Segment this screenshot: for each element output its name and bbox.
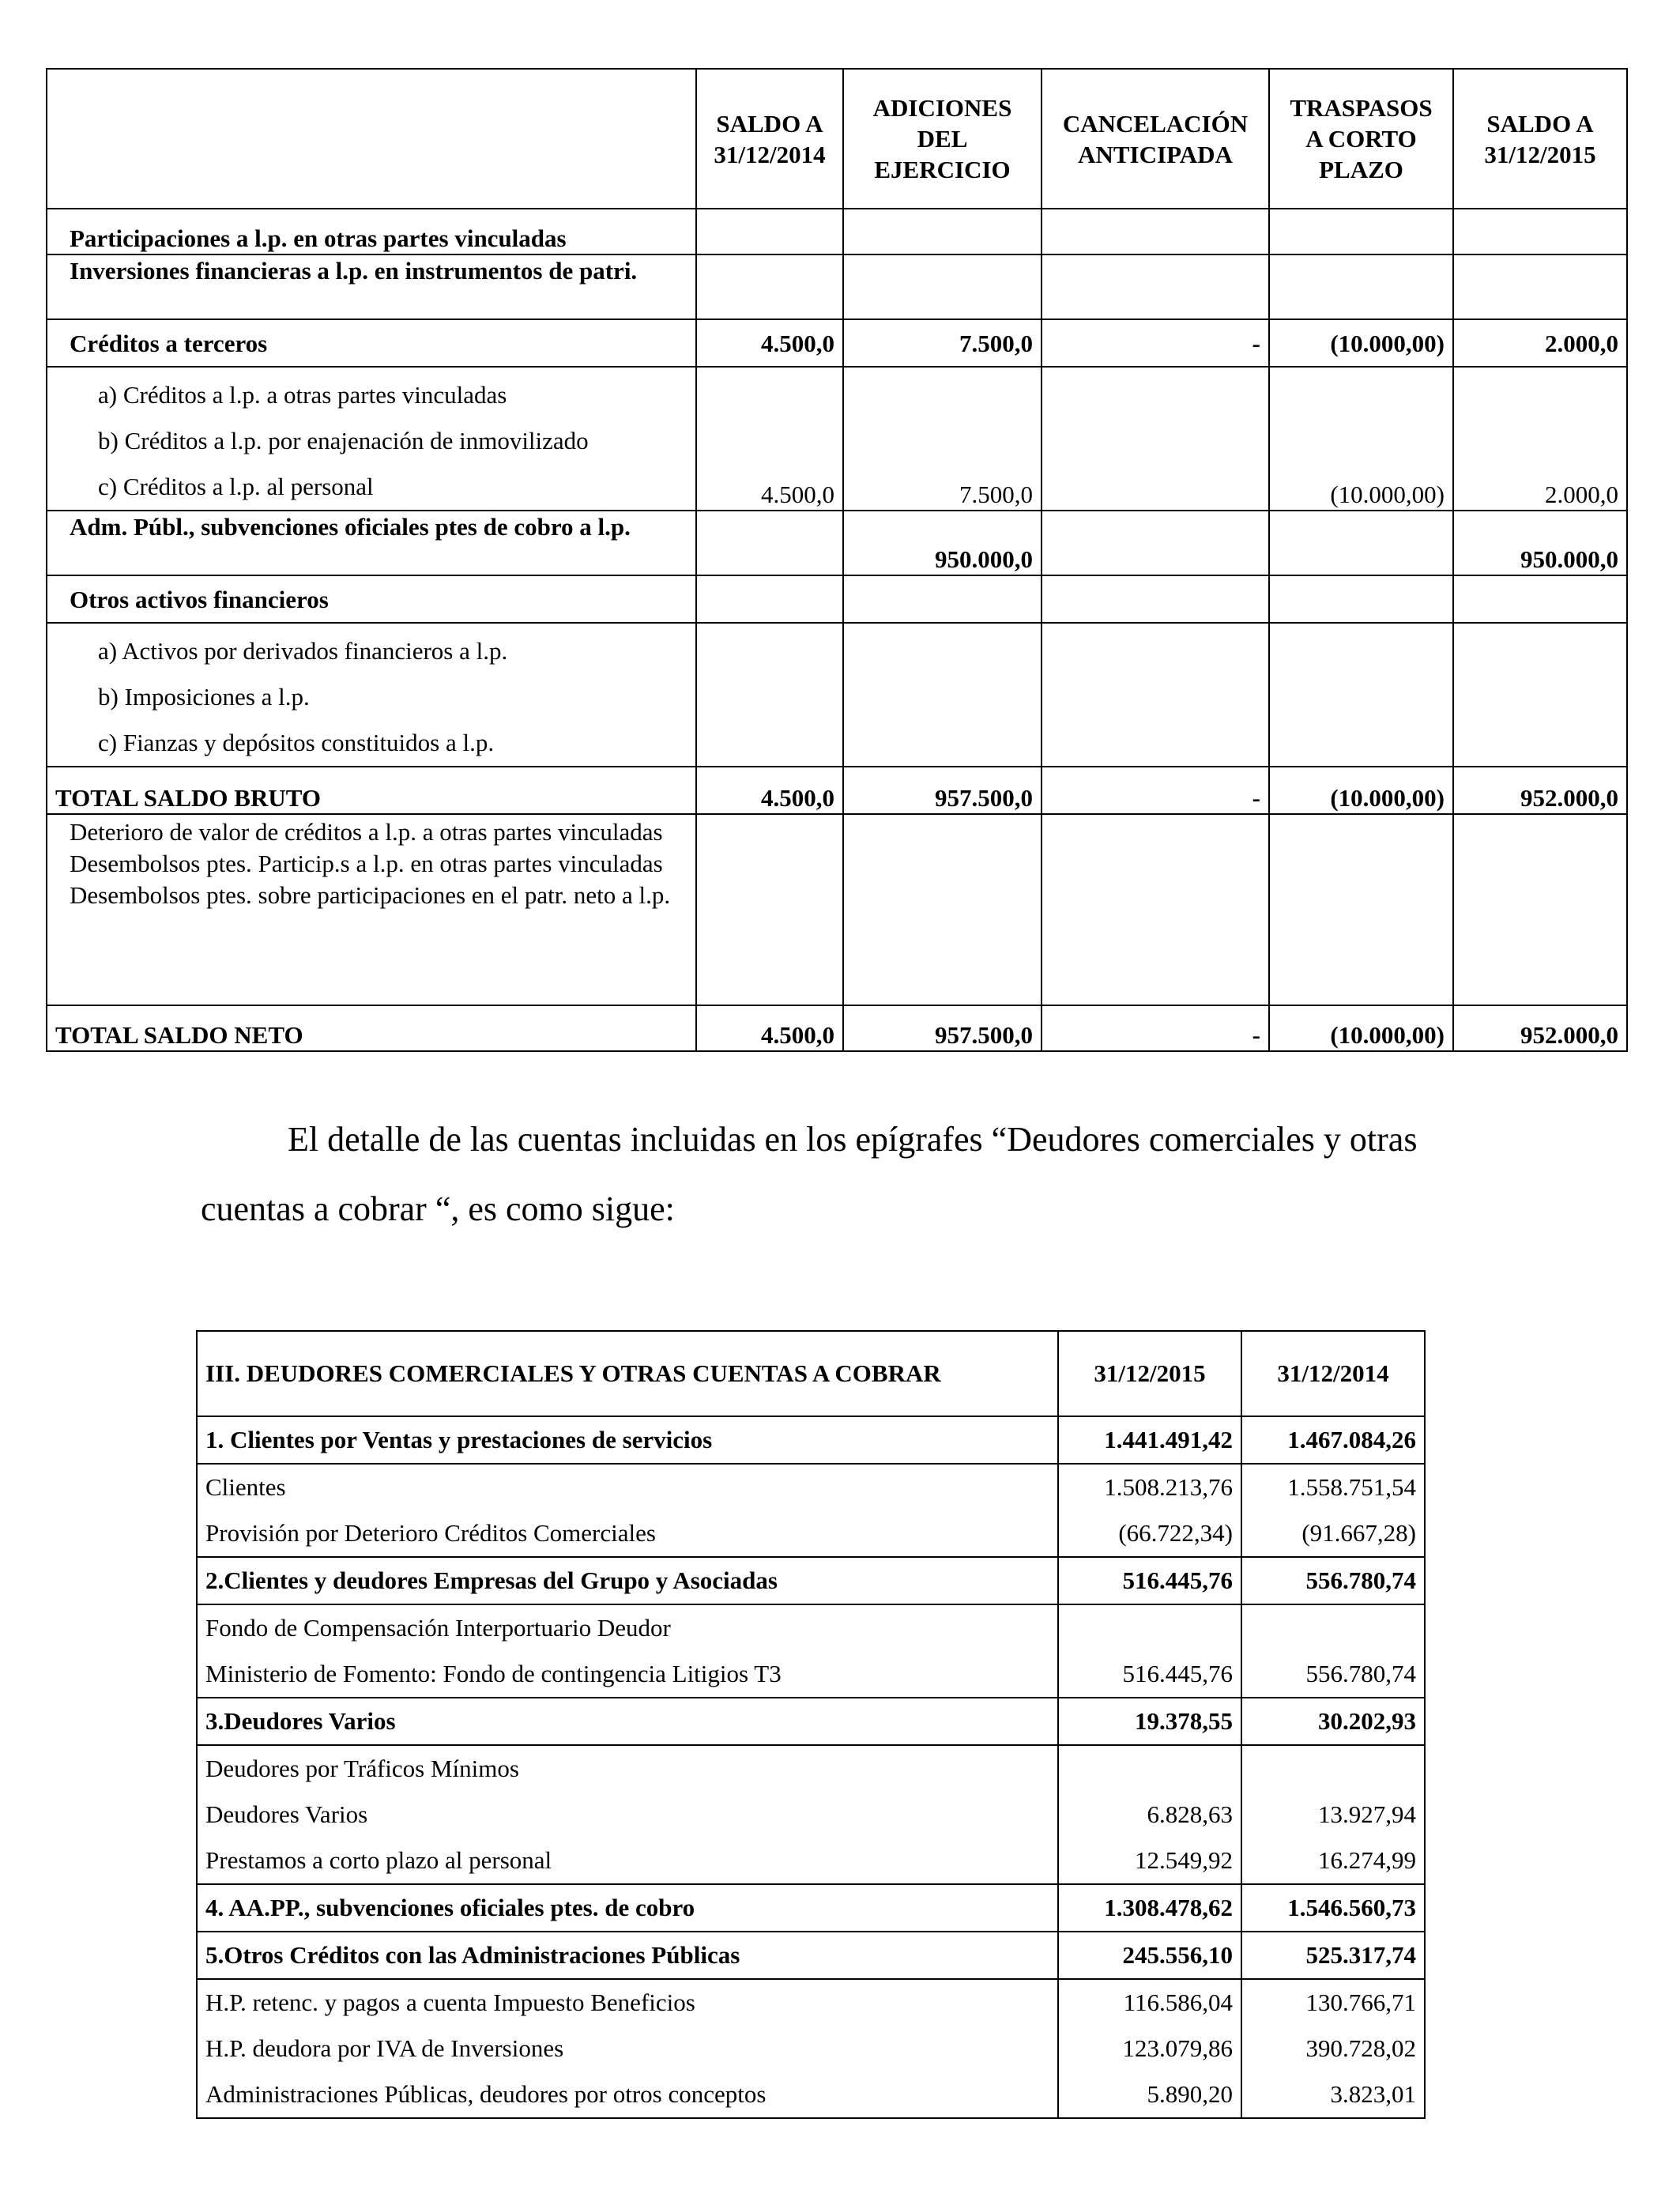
item-value: 1.508.213,76 [1104,1473,1233,1501]
cell-value: 4.500,0 [696,319,843,367]
paragraph-line: cuentas a cobrar “, es como sigue: [201,1189,675,1228]
cell-value: 950.000,0 [1453,511,1627,575]
section-value: 1.546.560,73 [1241,1884,1425,1932]
cell-value: 2.000,0 [1453,319,1627,367]
cell-value: - [1042,767,1269,814]
row-label: Otros activos financieros [47,575,696,623]
item-value: 123.079,86 [1122,2034,1233,2062]
item-value [1067,1746,1233,1792]
items-values [1241,1979,1425,2118]
table-row [47,1005,1627,1051]
cell-value: 4.500,0 [696,1005,843,1051]
section-title: 5.Otros Créditos con las Administraciones Públicas [197,1932,1058,1979]
cell-value: 952.000,0 [1453,767,1627,814]
financial-assets-table [46,68,1628,1052]
table-row [47,209,1627,254]
item-value [1250,1746,1416,1792]
cell-value: 957.500,0 [843,1005,1042,1051]
cell-value: 7.500,0 [843,319,1042,367]
section-row [197,1884,1425,1932]
row-label-group [47,623,696,767]
items-row [197,1604,1425,1698]
cell-value: 2.000,0 [1453,367,1627,511]
cell-value: 4.500,0 [696,767,843,814]
items-values [1058,1745,1241,1884]
sub-item: b) Créditos a l.p. por enajenación de inmovilizado [98,427,589,454]
item-label: Ministerio de Fomento: Fondo de contingencia Litigios T3 [205,1660,782,1687]
section-title: 4. AA.PP., subvenciones oficiales ptes. de cobro [197,1884,1058,1932]
cell-value: 7.500,0 [843,367,1042,511]
table-row [47,254,1627,319]
cell-value: 952.000,0 [1453,1005,1627,1051]
cell-value: 4.500,0 [696,367,843,511]
sub-item: Desembolsos ptes. sobre participaciones en el patr. neto a l.p. [70,881,671,909]
row-label-group [47,814,696,1005]
row-label: Créditos a terceros [47,319,696,367]
cell-value: (10.000,00) [1269,767,1453,814]
header-saldo-2014: SALDO A 31/12/2014 [696,69,843,209]
header-adiciones: ADICIONES DEL EJERCICIO [843,69,1042,209]
item-value: 556.780,74 [1305,1660,1416,1687]
sub-item: c) Créditos a l.p. al personal [98,473,374,500]
items-values [1058,1604,1241,1698]
items-row [197,1745,1425,1884]
section-title: 2.Clientes y deudores Empresas del Grupo y Asociadas [197,1557,1058,1604]
cell-value: 957.500,0 [843,767,1042,814]
header-traspasos: TRASPASOS A CORTO PLAZO [1269,69,1453,209]
table-row [47,814,1627,1005]
paragraph-line: El detalle de las cuentas incluidas en los epígrafes “Deudores comerciales y otras [288,1120,1418,1159]
items-labels [197,1604,1058,1698]
item-value [1250,1605,1416,1651]
cell-value: 950.000,0 [843,511,1042,575]
cell-value: (10.000,00) [1269,367,1453,511]
section-value: 30.202,93 [1241,1698,1425,1745]
items-row [197,1464,1425,1557]
sub-item: c) Fianzas y depósitos constituidos a l.p. [98,729,495,756]
section-value: 1.441.491,42 [1058,1416,1241,1464]
items-row [197,1979,1425,2118]
item-value [1067,1605,1233,1651]
items-labels [197,1464,1058,1557]
items-values [1241,1464,1425,1557]
item-value: 16.274,99 [1318,1846,1416,1874]
item-label: Prestamos a corto plazo al personal [205,1846,552,1874]
item-label: Clientes [205,1473,286,1501]
header-empty [47,69,696,209]
section-row [197,1416,1425,1464]
sub-item: a) Activos por derivados financieros a l.p. [98,637,508,665]
row-label: TOTAL SALDO NETO [47,1005,696,1051]
body-paragraph [201,1105,1505,1244]
items-values [1241,1604,1425,1698]
item-label: Deudores por Tráficos Mínimos [205,1755,519,1782]
section-value: 1.467.084,26 [1241,1416,1425,1464]
items-labels [197,1745,1058,1884]
item-value: (91.667,28) [1301,1519,1416,1547]
row-label: TOTAL SALDO BRUTO [47,767,696,814]
table-row [47,319,1627,367]
table-row [47,511,1627,575]
item-value: 5.890,20 [1147,2080,1233,2108]
item-value: 116.586,04 [1123,1989,1233,2016]
table-row [47,623,1627,767]
deudores-table [196,1330,1426,2119]
section-value: 245.556,10 [1058,1932,1241,1979]
sub-item: Deterioro de valor de créditos a l.p. a otras partes vinculadas [70,818,663,846]
cell-value: - [1042,1005,1269,1051]
section-row [197,1932,1425,1979]
section-value: 516.445,76 [1058,1557,1241,1604]
item-value: (66.722,34) [1118,1519,1233,1547]
item-label: Deudores Varios [205,1800,368,1828]
section-title: 1. Clientes por Ventas y prestaciones de servicios [197,1416,1058,1464]
item-label: Administraciones Públicas, deudores por otros conceptos [205,2080,767,2108]
header-cancelacion: CANCELACIÓN ANTICIPADA [1042,69,1269,209]
items-values [1058,1979,1241,2118]
column-header: 31/12/2014 [1241,1331,1425,1416]
item-value: 13.927,94 [1318,1800,1416,1828]
table-header-row [197,1331,1425,1416]
row-label: Inversiones financieras a l.p. en instrumentos de patri. [47,254,696,319]
section-row [197,1557,1425,1604]
table-title: III. DEUDORES COMERCIALES Y OTRAS CUENTAS A COBRAR [197,1331,1058,1416]
column-header: 31/12/2015 [1058,1331,1241,1416]
row-label: Adm. Públ., subvenciones oficiales ptes de cobro a l.p. [47,511,696,575]
cell-value: (10.000,00) [1269,1005,1453,1051]
item-value: 1.558.751,54 [1287,1473,1416,1501]
header-saldo-2015: SALDO A 31/12/2015 [1453,69,1627,209]
item-label: H.P. retenc. y pagos a cuenta Impuesto Beneficios [205,1989,695,2016]
section-title: 3.Deudores Varios [197,1698,1058,1745]
cell-value: (10.000,00) [1269,319,1453,367]
item-value: 12.549,92 [1135,1846,1233,1874]
sub-item: b) Imposiciones a l.p. [98,683,310,711]
sub-item: a) Créditos a l.p. a otras partes vinculadas [98,381,507,409]
section-value: 19.378,55 [1058,1698,1241,1745]
sub-item: Desembolsos ptes. Particip.s a l.p. en otras partes vinculadas [70,850,663,877]
item-value: 516.445,76 [1122,1660,1233,1687]
item-value: 390.728,02 [1305,2034,1416,2062]
section-value: 556.780,74 [1241,1557,1425,1604]
item-label: Fondo de Compensación Interportuario Deudor [205,1614,671,1642]
section-value: 1.308.478,62 [1058,1884,1241,1932]
section-row [197,1698,1425,1745]
item-label: Provisión por Deterioro Créditos Comerciales [205,1519,656,1547]
row-label: Participaciones a l.p. en otras partes vinculadas [47,209,696,254]
item-value: 6.828,63 [1147,1800,1233,1828]
item-value: 3.823,01 [1330,2080,1416,2108]
items-values [1058,1464,1241,1557]
cell-value: - [1042,319,1269,367]
row-label-group [47,367,696,511]
section-value: 525.317,74 [1241,1932,1425,1979]
item-label: H.P. deudora por IVA de Inversiones [205,2034,564,2062]
table-row [47,767,1627,814]
table-row [47,367,1627,511]
item-value: 130.766,71 [1305,1989,1416,2016]
table-row [47,575,1627,623]
items-values [1241,1745,1425,1884]
items-labels [197,1979,1058,2118]
